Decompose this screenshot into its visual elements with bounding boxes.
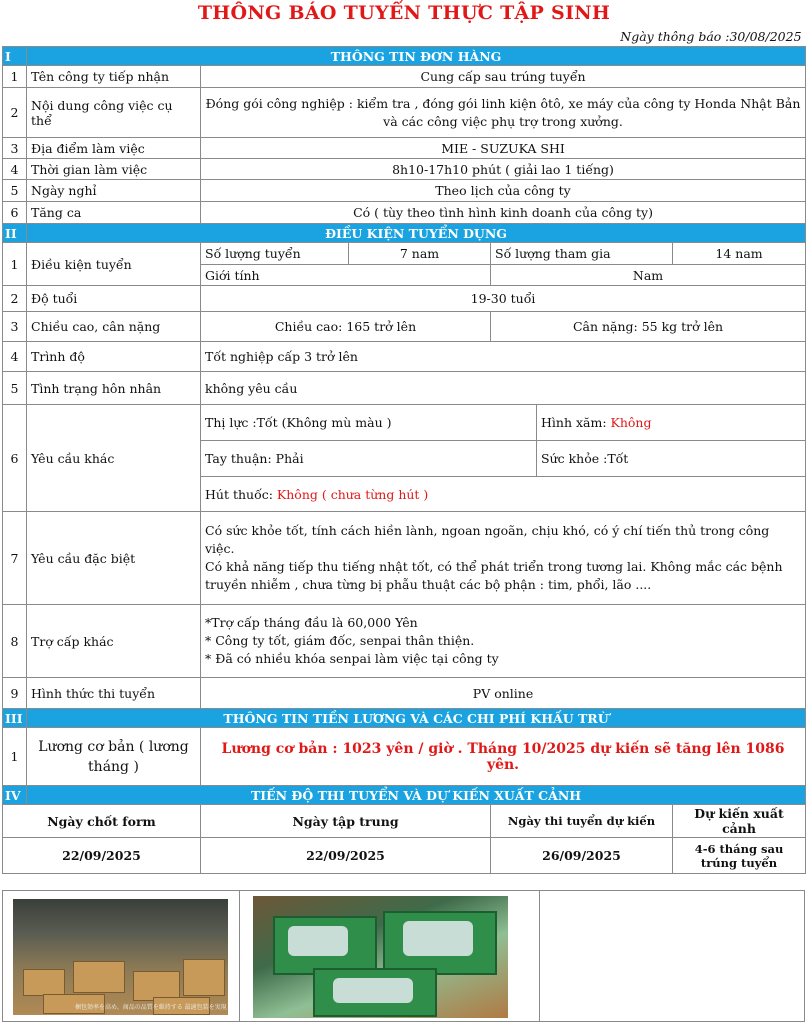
row-label: Độ tuổi: [27, 286, 201, 312]
row-number: 2: [3, 286, 27, 312]
row-number: 3: [3, 312, 27, 342]
tattoo-label: Hình xăm:: [541, 415, 611, 430]
row-number: 6: [3, 405, 27, 512]
row-number: 9: [3, 678, 27, 709]
warehouse-photo: [13, 899, 228, 1015]
table-row: [3, 202, 806, 224]
section-title: THÔNG TIN TIỀN LƯƠNG VÀ CÁC CHI PHÍ KHẤU TRỪ: [27, 709, 806, 728]
row-number: 5: [3, 372, 27, 405]
qty-label: Số lượng tuyển: [201, 243, 349, 265]
table-row: [3, 605, 806, 678]
gender-value: Nam: [491, 265, 806, 286]
section-header-salary: [3, 709, 806, 728]
schedule-header: Ngày chốt form: [3, 805, 201, 838]
allowance-line-1: *Trợ cấp tháng đầu là 60,000 Yên: [205, 615, 418, 630]
row-label: Điều kiện tuyển: [27, 243, 201, 286]
schedule-header: Ngày thi tuyển dự kiến: [491, 805, 673, 838]
section-header-conditions: [3, 224, 806, 243]
smoke-value: Không ( chưa từng hút ): [276, 486, 429, 502]
table-row: [3, 405, 806, 441]
schedule-header: Dự kiến xuất cảnh: [673, 805, 806, 838]
schedule-value: 26/09/2025: [491, 838, 673, 874]
tattoo-cell: [537, 405, 806, 441]
salary-label: Lương cơ bản ( lương tháng ): [27, 728, 201, 786]
table-row: [3, 88, 806, 138]
page-title: THÔNG BÁO TUYỂN THỰC TẬP SINH: [197, 2, 611, 24]
smoke-label: Hút thuốc:: [205, 486, 277, 502]
section-header-order: [3, 47, 806, 66]
photos-area: [2, 890, 805, 1022]
health-value: Sức khỏe :Tốt: [537, 441, 806, 477]
row-label: Tăng ca: [27, 202, 201, 224]
row-value: Đóng gói công nghiệp : kiểm tra , đóng gói linh kiện ôtô, xe máy của công ty Honda Nhật Bản và các công việc phụ trợ trong xưởng.: [201, 88, 806, 138]
schedule-value-row: [3, 838, 806, 874]
row-label: Chiều cao, cân nặng: [27, 312, 201, 342]
row-label: Tên công ty tiếp nhận: [27, 66, 201, 88]
table-row: [3, 180, 806, 202]
table-row: [3, 159, 806, 180]
hand-value: Tay thuận: Phải: [201, 441, 537, 477]
row-value: [201, 605, 806, 678]
table-row: [3, 342, 806, 372]
row-label: Trình độ: [27, 342, 201, 372]
divider: [239, 891, 240, 1021]
row-number: 8: [3, 605, 27, 678]
section-title: THÔNG TIN ĐƠN HÀNG: [27, 47, 806, 66]
row-value: không yêu cầu: [201, 372, 806, 405]
row-value: Tốt nghiệp cấp 3 trở lên: [201, 342, 806, 372]
row-value: Theo lịch của công ty: [201, 180, 806, 202]
height-value: Chiều cao: 165 trở lên: [201, 312, 491, 342]
row-label: Tình trạng hôn nhân: [27, 372, 201, 405]
row-value: Cung cấp sau trúng tuyển: [201, 66, 806, 88]
schedule-value: 4-6 tháng sau trúng tuyển: [673, 838, 806, 874]
section-number: IV: [3, 786, 27, 805]
row-value: MIE - SUZUKA SHI: [201, 138, 806, 159]
special-line-2: Có khả năng tiếp thu tiếng nhật tốt, có thể phát triển trong tương lai. Không mắc các bệnh truyền nhiễm , chưa từng bị phẫu thuật các bộ phận : tim, phổi, lão ....: [205, 559, 783, 592]
table-row: [3, 138, 806, 159]
row-value: 19-30 tuổi: [201, 286, 806, 312]
table-row: [3, 728, 806, 786]
row-number: 6: [3, 202, 27, 224]
table-row: [3, 512, 806, 605]
schedule-value: 22/09/2025: [201, 838, 491, 874]
table-row: [3, 372, 806, 405]
section-number: II: [3, 224, 27, 243]
row-value: [201, 512, 806, 605]
divider: [539, 891, 540, 1021]
row-number: 1: [3, 728, 27, 786]
row-number: 7: [3, 512, 27, 605]
row-number: 5: [3, 180, 27, 202]
allowance-line-2: * Công ty tốt, giám đốc, senpai thân thiện.: [205, 633, 475, 648]
row-label: Địa điểm làm việc: [27, 138, 201, 159]
row-number: 2: [3, 88, 27, 138]
section-number: I: [3, 47, 27, 66]
row-value: 8h10-17h10 phút ( giải lao 1 tiếng): [201, 159, 806, 180]
notice-date: Ngày thông báo :30/08/2025: [620, 28, 802, 44]
section-title: TIẾN ĐỘ THI TUYỂN VÀ DỰ KIẾN XUẤT CẢNH: [27, 786, 806, 805]
gender-label: Giới tính: [201, 265, 491, 286]
photo-caption: 梱包効率を高め、商品の品質を維持する 最適包装を実現: [75, 1004, 227, 1011]
section-number: III: [3, 709, 27, 728]
row-label: Hình thức thi tuyển: [27, 678, 201, 709]
salary-value: Lương cơ bản : 1023 yên / giờ . Tháng 10/2025 dự kiến sẽ tăng lên 1086 yên.: [201, 728, 806, 786]
table-row: [3, 286, 806, 312]
schedule-value: 22/09/2025: [3, 838, 201, 874]
row-label: Thời gian làm việc: [27, 159, 201, 180]
eyesight-value: Thị lực :Tốt (Không mù màu ): [201, 405, 537, 441]
row-number: 4: [3, 342, 27, 372]
smoke-cell: [201, 477, 806, 512]
section-header-schedule: [3, 786, 806, 805]
row-label: Nội dung công việc cụ thể: [27, 88, 201, 138]
schedule-header: Ngày tập trung: [201, 805, 491, 838]
allowance-line-3: * Đã có nhiều khóa senpai làm việc tại công ty: [205, 651, 499, 666]
join-value: 14 nam: [673, 243, 806, 265]
qty-value: 7 nam: [349, 243, 491, 265]
tattoo-value: Không: [610, 415, 652, 430]
packing-photo: [253, 896, 508, 1018]
row-number: 1: [3, 243, 27, 286]
row-value: PV online: [201, 678, 806, 709]
row-value: Có ( tùy theo tình hình kinh doanh của công ty): [201, 202, 806, 224]
join-label: Số lượng tham gia: [491, 243, 673, 265]
row-label: Trợ cấp khác: [27, 605, 201, 678]
row-number: 4: [3, 159, 27, 180]
row-label: Yêu cầu khác: [27, 405, 201, 512]
table-row: [3, 243, 806, 265]
row-label: Ngày nghỉ: [27, 180, 201, 202]
schedule-header-row: [3, 805, 806, 838]
row-number: 3: [3, 138, 27, 159]
row-label: Yêu cầu đặc biệt: [27, 512, 201, 605]
table-row: [3, 312, 806, 342]
special-line-1: Có sức khỏe tốt, tính cách hiền lành, ngoan ngoãn, chịu khó, có ý chí tiến thủ trong công việc.: [205, 523, 770, 556]
weight-value: Cân nặng: 55 kg trở lên: [491, 312, 806, 342]
notice-table: [2, 0, 806, 874]
table-row: [3, 66, 806, 88]
row-number: 1: [3, 66, 27, 88]
section-title: ĐIỀU KIỆN TUYỂN DỤNG: [27, 224, 806, 243]
table-row: [3, 678, 806, 709]
